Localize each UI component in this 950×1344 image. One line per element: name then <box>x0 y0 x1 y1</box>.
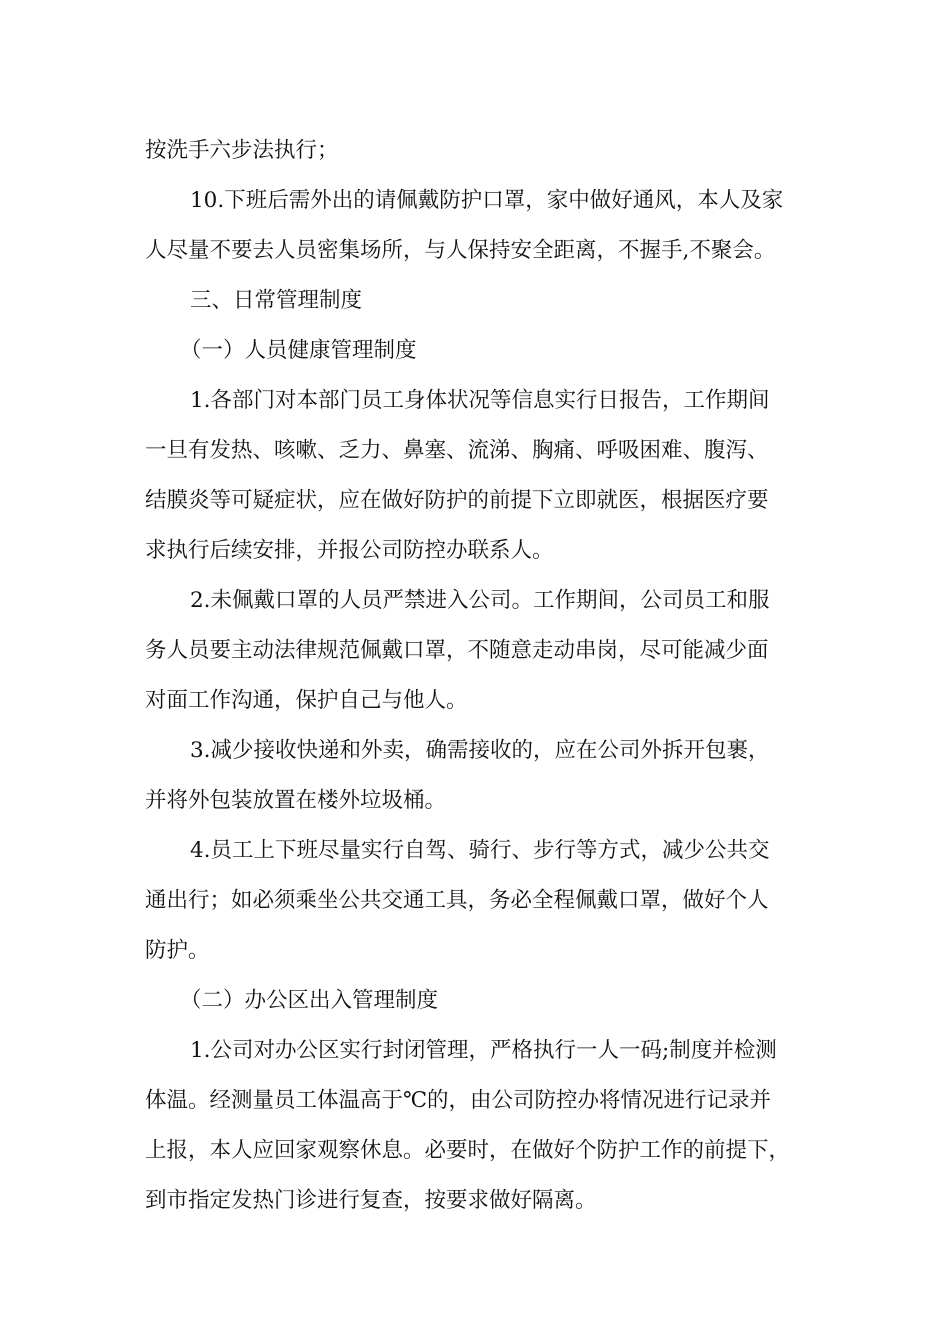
text-line: 2.未佩戴口罩的人员严禁进入公司。工作期间，公司员工和服 <box>190 588 770 613</box>
text-line: 结膜炎等可疑症状，应在做好防护的前提下立即就医，根据医疗要 <box>145 488 769 513</box>
subsection-heading: （二）办公区出入管理制度 <box>180 988 439 1013</box>
text-line: 上报，本人应回家观察休息。必要时，在做好个防护工作的前提下， <box>145 1138 791 1163</box>
text-line: 1.公司对办公区实行封闭管理，严格执行一人一码;制度并检测 <box>190 1038 777 1063</box>
text-line: 体温。经测量员工体温高于℃的，由公司防控办将情况进行记录并 <box>145 1088 772 1113</box>
text-line: 到市指定发热门诊进行复查，按要求做好隔离。 <box>145 1188 597 1213</box>
subsection-heading: （一）人员健康管理制度 <box>180 338 417 363</box>
text-line: 对面工作沟通，保护自己与他人。 <box>145 688 468 713</box>
text-line: 一旦有发热、咳嗽、乏力、鼻塞、流涕、胸痛、呼吸困难、腹泻、 <box>145 438 769 463</box>
text-line: 4.员工上下班尽量实行自驾、骑行、步行等方式，减少公共交 <box>190 838 770 863</box>
text-line: 按洗手六步法执行； <box>145 138 339 163</box>
text-line: 3.减少接收快递和外卖，确需接收的，应在公司外拆开包裹， <box>190 738 770 763</box>
section-heading: 三、日常管理制度 <box>190 288 363 313</box>
text-line: 求执行后续安排，并报公司防控办联系人。 <box>145 538 554 563</box>
text-line: 人尽量不要去人员密集场所，与人保持安全距离，不握手,不聚会。 <box>145 238 776 263</box>
text-line: 通出行；如必须乘坐公共交通工具，务必全程佩戴口罩，做好个人 <box>145 888 769 913</box>
text-line: 1.各部门对本部门员工身体状况等信息实行日报告，工作期间 <box>190 388 770 413</box>
text-line: 10.下班后需外出的请佩戴防护口罩，家中做好通风，本人及家 <box>190 188 784 213</box>
text-line: 防护。 <box>145 938 210 963</box>
text-line: 务人员要主动法律规范佩戴口罩，不随意走动串岗，尽可能减少面 <box>145 638 769 663</box>
text-line: 并将外包装放置在楼外垃圾桶。 <box>145 788 447 813</box>
